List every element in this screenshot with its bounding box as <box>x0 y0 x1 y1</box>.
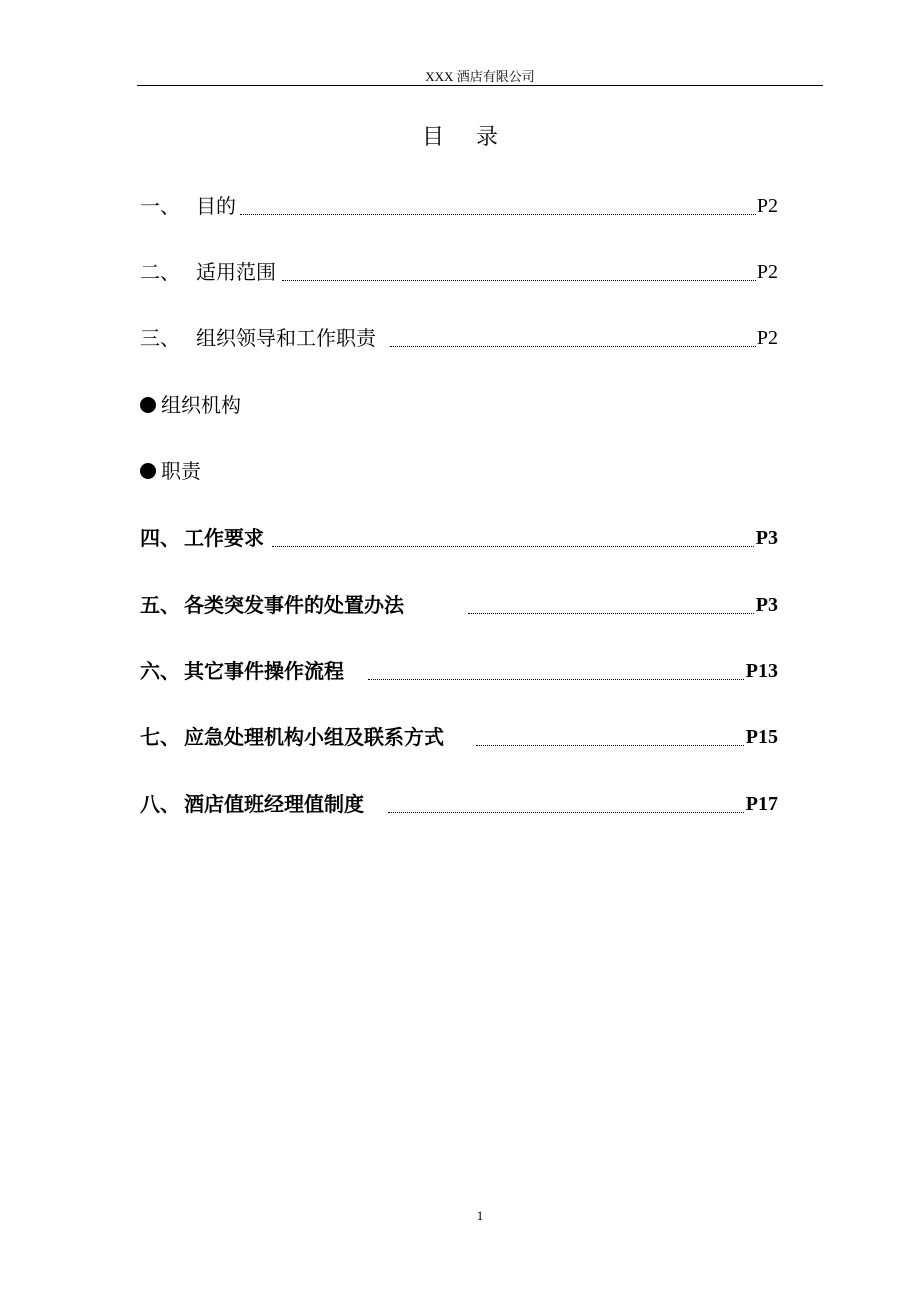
toc-entry-3[interactable] <box>140 324 780 354</box>
toc-subentry-label: 组织机构 <box>161 393 241 417</box>
toc-entry-6[interactable] <box>140 657 780 687</box>
toc-title: 目录 <box>421 125 530 150</box>
toc-entry-label: 工作要求 <box>184 526 264 550</box>
toc-entry-page: P2 <box>756 327 778 349</box>
toc-entry-page: P3 <box>755 527 778 549</box>
toc-dot-leader <box>468 613 754 614</box>
toc-entry-5[interactable] <box>140 591 780 621</box>
toc-entry-number: 四、 <box>140 526 180 550</box>
toc-entry-4[interactable] <box>140 524 780 554</box>
toc-entry-page: P3 <box>755 594 778 616</box>
toc-entry-label: 应急处理机构小组及联系方式 <box>184 725 444 749</box>
toc-subentry-duties[interactable] <box>140 457 201 485</box>
toc-dot-leader <box>388 812 744 813</box>
toc-dot-leader <box>240 214 756 215</box>
page-header-company: XXX 酒店有限公司 <box>425 69 535 84</box>
toc-entry-label: 各类突发事件的处置办法 <box>184 593 404 617</box>
toc-entry-number: 三、 <box>140 326 180 350</box>
toc-entry-2[interactable] <box>140 258 780 288</box>
toc-dot-leader <box>272 546 754 547</box>
toc-entry-number: 七、 <box>140 725 180 749</box>
toc-entry-number: 八、 <box>140 792 180 816</box>
toc-entry-label: 酒店值班经理值制度 <box>184 792 364 816</box>
toc-entry-number: 二、 <box>140 260 180 284</box>
header-divider <box>137 85 823 86</box>
toc-entry-page: P17 <box>745 793 778 815</box>
toc-entry-number: 一、 <box>140 194 180 218</box>
toc-entry-8[interactable] <box>140 790 780 820</box>
toc-dot-leader <box>390 346 756 347</box>
toc-entry-page: P2 <box>756 195 778 217</box>
toc-entry-label: 目的 <box>196 194 236 218</box>
toc-entry-1[interactable] <box>140 192 780 222</box>
toc-subentry-label: 职责 <box>161 459 201 483</box>
bullet-icon <box>140 397 156 413</box>
toc-entry-page: P13 <box>745 660 778 682</box>
toc-entry-7[interactable] <box>140 723 780 753</box>
toc-entry-page: P15 <box>745 726 778 748</box>
page-number: 1 <box>476 1208 484 1223</box>
toc-entry-number: 六、 <box>140 659 180 683</box>
toc-entry-label: 组织领导和工作职责 <box>196 326 376 350</box>
toc-entry-label: 适用范围 <box>196 260 276 284</box>
toc-entry-number: 五、 <box>140 593 180 617</box>
toc-entry-label: 其它事件操作流程 <box>184 659 344 683</box>
toc-entry-page: P2 <box>756 261 778 283</box>
bullet-icon <box>140 463 156 479</box>
toc-dot-leader <box>476 745 744 746</box>
toc-dot-leader <box>282 280 756 281</box>
toc-dot-leader <box>368 679 744 680</box>
toc-subentry-org-structure[interactable] <box>140 391 241 419</box>
